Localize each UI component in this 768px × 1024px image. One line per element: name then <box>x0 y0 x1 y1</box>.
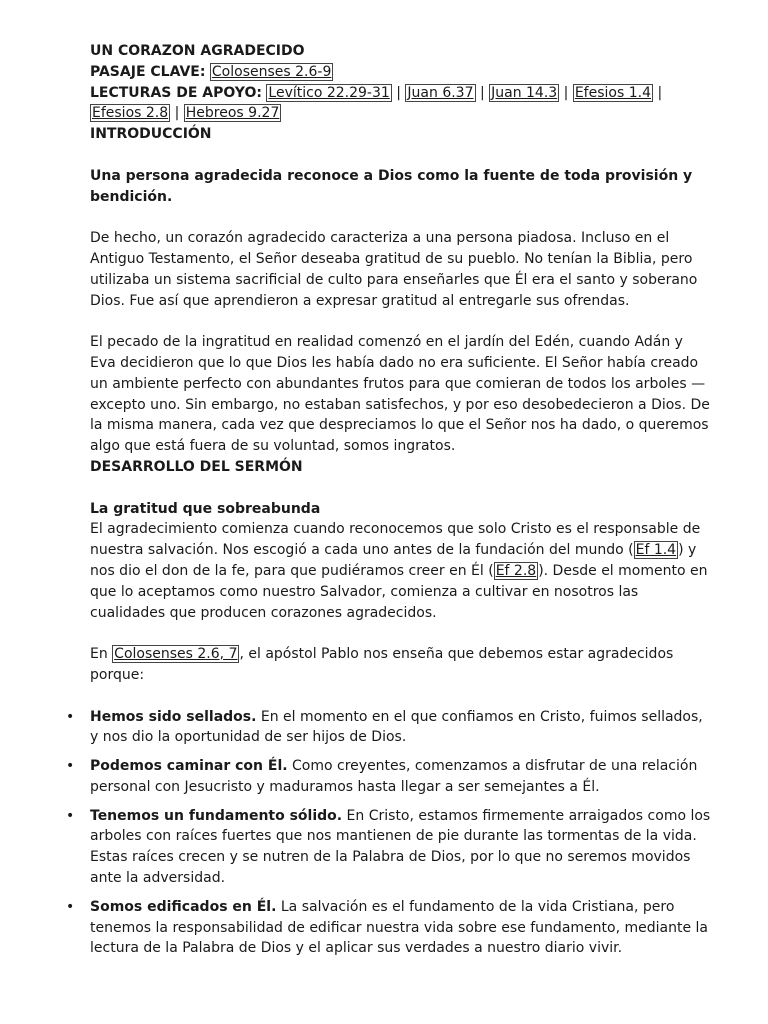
link-ef-1-4[interactable]: Ef 1.4 <box>635 542 677 559</box>
text-run: En <box>90 646 113 663</box>
support-readings-label: LECTURAS DE APOYO: <box>90 84 262 101</box>
bullet-icon: • <box>66 708 75 725</box>
bullet-icon: • <box>66 898 75 915</box>
text-run: ) y nos dio el don de la fe, para que pudiéramos creer en Él ( <box>90 542 697 579</box>
development-subheading: La gratitud que sobreabunda <box>90 500 321 517</box>
intro-lead: Una persona agradecida reconoce a Dios como la fuente de toda provisión y bendición. <box>90 167 693 205</box>
reading-link-juan-14[interactable]: Juan 14.3 <box>491 84 558 101</box>
reading-link-hebreos[interactable]: Hebreos 9.27 <box>185 105 280 122</box>
intro-paragraph-1: De hecho, un corazón agradecido caracteriza a una persona piadosa. Incluso en el Antiguo Testamento, el Señor deseaba gratitud de su pueblo. No tenían la Biblia, pero utilizaba un sistema sacrificial de culto para enseñarles que Él era el santo y soberano Dios. Fue así que aprendieron a expresar gratitud al entregarle sus ofrendas. <box>90 230 698 309</box>
reading-link-efesios-2[interactable]: Efesios 2.8 <box>92 105 169 122</box>
list-item-text: Como creyentes, comenzamos a disfrutar de una relación personal con Jesucristo y maduramos hasta llegar a ser semejantes a Él. <box>90 758 698 795</box>
separator: | <box>479 84 485 101</box>
list-item <box>66 806 712 889</box>
text-run: El agradecimiento comienza cuando reconocemos que solo Cristo es el responsable de nuestra salvación. Nos escogió a cada uno antes de la fundación del mundo ( <box>90 521 701 559</box>
key-passage-label: PASAJE CLAVE: <box>90 63 206 80</box>
text-run: , el apóstol Pablo nos enseña que debemos estar agradecidos porque: <box>90 646 674 683</box>
list-item-title: Podemos caminar con Él. <box>90 758 288 775</box>
reading-link-efesios-1[interactable]: Efesios 1.4 <box>574 84 651 101</box>
separator: | <box>174 105 180 122</box>
link-ef-2-8[interactable]: Ef 2.8 <box>495 562 537 579</box>
list-item <box>66 897 712 959</box>
list-item <box>66 756 712 798</box>
development-paragraph-2 <box>90 644 712 686</box>
list-item-title: Somos edificados en Él. <box>90 898 277 915</box>
support-readings-line <box>90 83 712 125</box>
list-item-title: Hemos sido sellados. <box>90 708 257 725</box>
intro-heading: INTRODUCCIÓN <box>90 126 212 143</box>
separator: | <box>563 84 569 101</box>
intro-paragraph-2: El pecado de la ingratitud en realidad comenzó en el jardín del Edén, cuando Adán y Eva decidieron que lo que Dios les había dado no era suficiente. El Señor había creado un ambiente perfecto con abundantes frutos para que comieran de todos los arboles —excepto uno. Sin embargo, no estaban satisfechos, y por eso desobedecieron a Dios. De la misma manera, cada vez que despreciamos lo que el Señor nos ha dado, o queremos algo que está fuera de su voluntad, somos ingratos. <box>90 334 710 455</box>
development-paragraph-1 <box>90 519 712 623</box>
list-item-text: La salvación es el fundamento de la vida Cristiana, pero tenemos la responsabilidad de edificar nuestra vida sobre ese fundamento, mediante la lectura de la Palabra de Dios y el aplicar sus verdades a nuestro diario vivir. <box>90 898 708 957</box>
separator: | <box>396 84 401 101</box>
reading-link-levitico[interactable]: Levítico 22.29-31 <box>268 84 390 101</box>
text-run: ). Desde el momento en que lo aceptamos como nuestro Salvador, comienza a cultivar en nosotros las cualidades que producen corazones agradecidos. <box>90 562 708 621</box>
list-item-text: En Cristo, estamos firmemente arraigados como los arboles con raíces fuertes que nos mantienen de pie durante las tormentas de la vida. Estas raíces crecen y se nutren de la Palabra de Dios, por lo que no seremos movidos ante la adversidad. <box>90 807 711 887</box>
list-item-title: Tenemos un fundamento sólido. <box>90 807 343 824</box>
bullet-icon: • <box>66 807 75 824</box>
reading-link-juan-6[interactable]: Juan 6.37 <box>407 84 474 101</box>
separator: | <box>657 84 663 101</box>
key-passage-link[interactable]: Colosenses 2.6-9 <box>211 63 332 80</box>
development-heading: DESARROLLO DEL SERMÓN <box>90 458 303 475</box>
key-passage-line <box>90 62 712 83</box>
reasons-list <box>66 707 712 960</box>
list-item <box>66 707 712 749</box>
sermon-title: UN CORAZON AGRADECIDO <box>90 43 305 59</box>
bullet-icon: • <box>66 758 75 775</box>
link-colosenses-2-6-7[interactable]: Colosenses 2.6, 7 <box>114 646 238 663</box>
list-item-text: En el momento en el que confiamos en Cristo, fuimos sellados, y nos dio la oportunidad de ser hijos de Dios. <box>90 708 703 746</box>
